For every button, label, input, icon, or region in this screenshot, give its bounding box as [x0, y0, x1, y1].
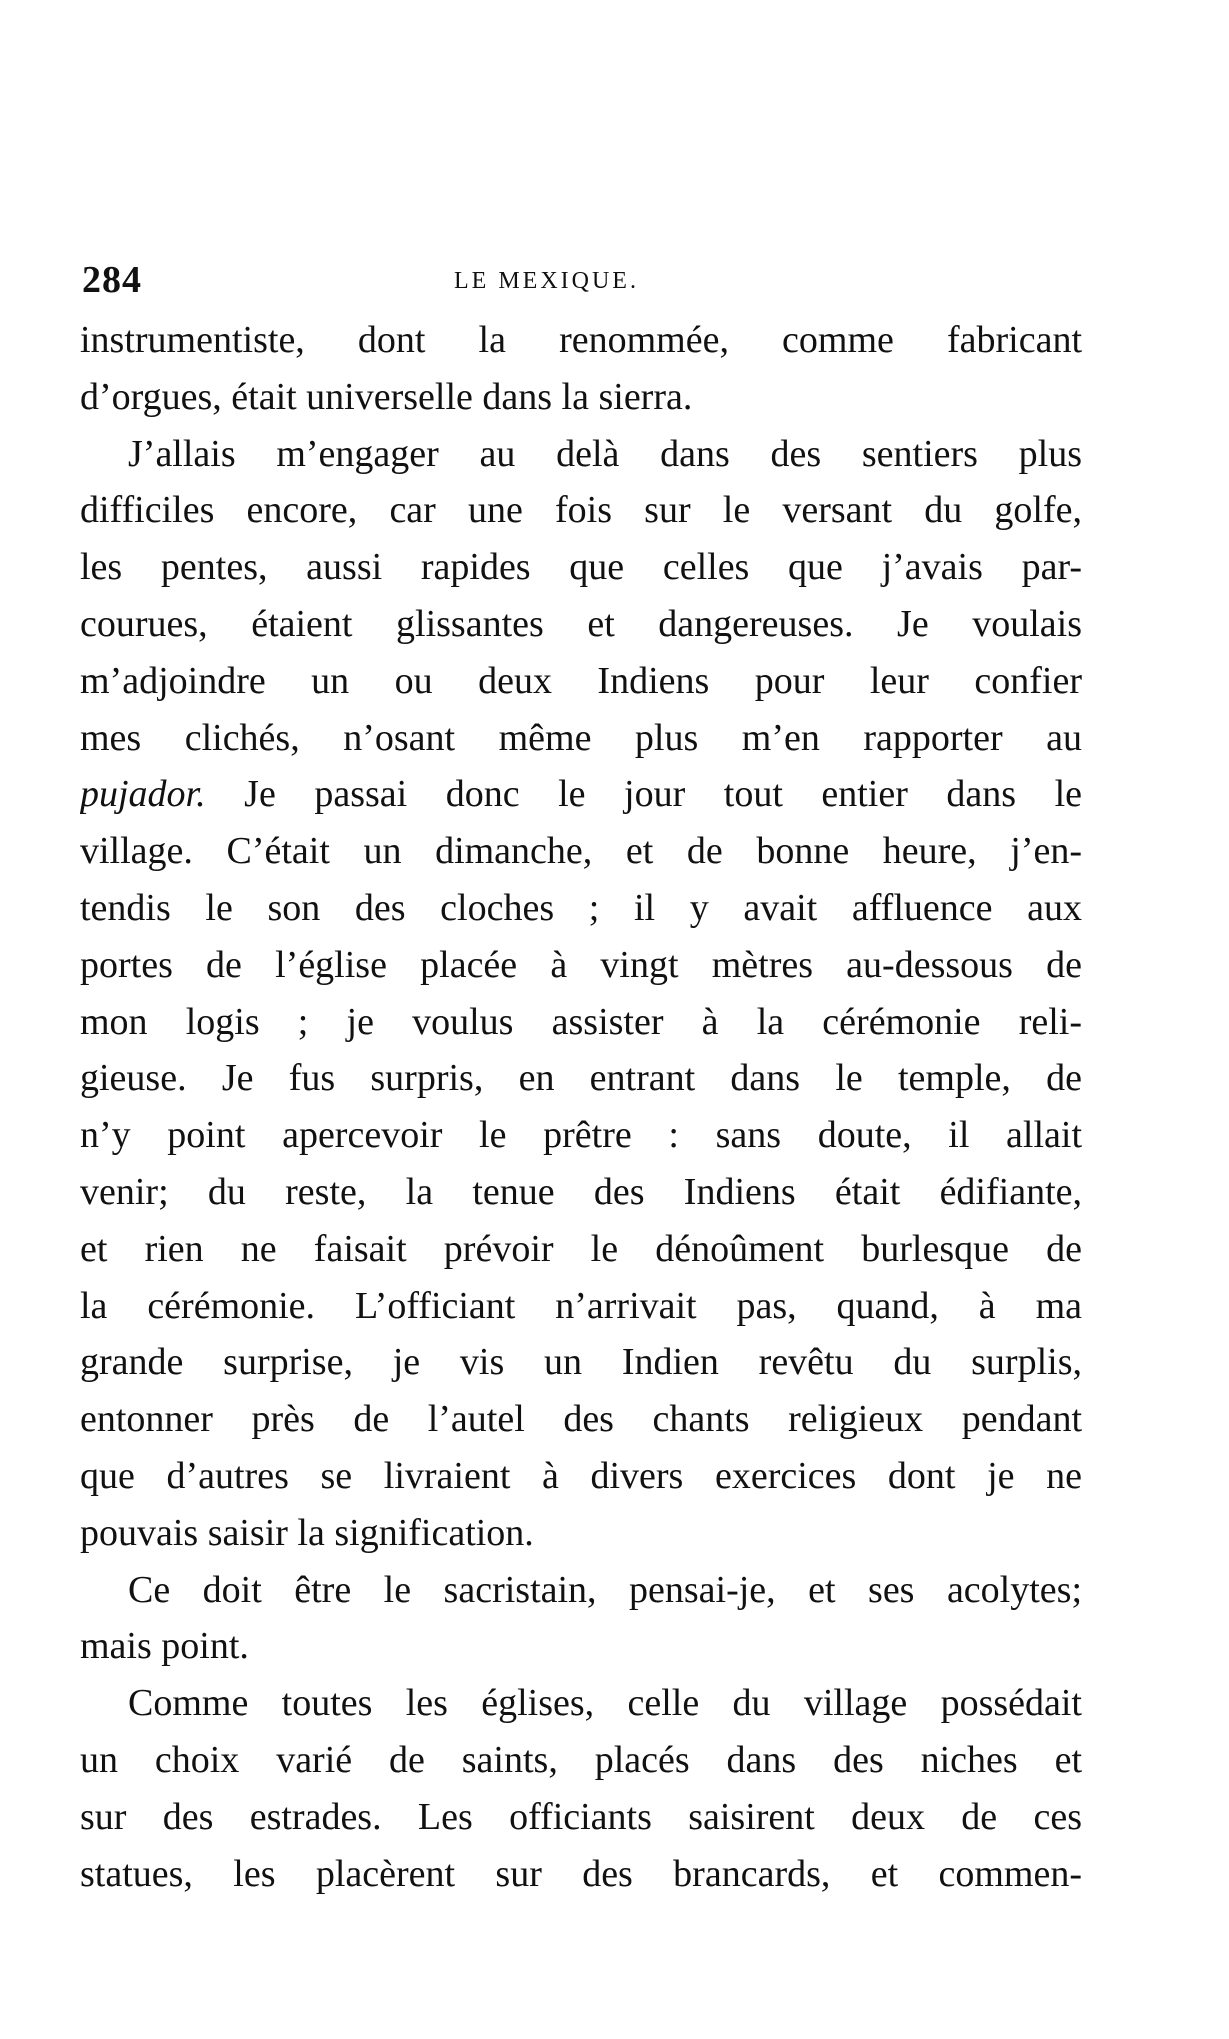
text-line: pouvais saisir la signification.	[80, 1511, 534, 1554]
text-line: la cérémonie. L’officiant n’arrivait pas, quand, à ma	[80, 1284, 1082, 1327]
text-line: et rien ne faisait prévoir le dénoûment burlesque de	[80, 1227, 1082, 1270]
italic-word: pujador.	[80, 773, 206, 816]
text-line: instrumentiste, dont la renommée, comme fabricant	[80, 319, 1082, 361]
text-line-rest: Je passai donc le jour tout entier dans le	[205, 773, 1082, 816]
text-line: entonner près de l’autel des chants religieux pendant	[80, 1398, 1082, 1441]
text-line: que d’autres se livraient à divers exercices dont je ne	[80, 1454, 1082, 1497]
text-line: tendis le son des cloches ; il y avait affluence aux	[80, 886, 1082, 929]
text-line: les pentes, aussi rapides que celles que j’avais par-	[80, 546, 1082, 589]
text-line: gieuse. Je fus surpris, en entrant dans le temple, de	[80, 1057, 1082, 1100]
text-line: Comme toutes les églises, celle du village possédait	[128, 1682, 1082, 1725]
text-line: Ce doit être le sacristain, pensai-je, et ses acolytes;	[128, 1568, 1082, 1611]
text-line	[80, 766, 1082, 823]
text-line: m’adjoindre un ou deux Indiens pour leur confier	[80, 659, 1082, 702]
text-line: mes clichés, n’osant même plus m’en rapporter au	[80, 716, 1082, 759]
text-line: n’y point apercevoir le prêtre : sans doute, il allait	[80, 1114, 1082, 1157]
text-line: un choix varié de saints, placés dans des niches et	[80, 1738, 1082, 1781]
text-line: village. C’était un dimanche, et de bonne heure, j’en-	[80, 830, 1082, 873]
page-number: 284	[82, 259, 142, 301]
running-title: LE MEXIQUE.	[454, 268, 639, 294]
text-line: sur des estrades. Les officiants saisirent deux de ces	[80, 1795, 1082, 1838]
body-text	[80, 312, 1082, 1902]
text-line: mais point.	[80, 1625, 249, 1668]
text-line: J’allais m’engager au delà dans des sentiers plus	[128, 432, 1082, 475]
text-line: statues, les placèrent sur des brancards, et commen-	[80, 1852, 1082, 1895]
text-line: mon logis ; je voulus assister à la cérémonie reli-	[80, 1000, 1082, 1043]
text-line: portes de l’église placée à vingt mètres au-dessous de	[80, 943, 1082, 986]
text-line: courues, étaient glissantes et dangereuses. Je voulais	[80, 602, 1082, 645]
text-line: venir; du reste, la tenue des Indiens était édifiante,	[80, 1170, 1082, 1213]
text-line: difficiles encore, car une fois sur le versant du golfe,	[80, 489, 1082, 532]
text-line: grande surprise, je vis un Indien revêtu du surplis,	[80, 1341, 1082, 1384]
page-header	[82, 258, 982, 301]
text-line: d’orgues, était universelle dans la sierra.	[80, 375, 693, 418]
